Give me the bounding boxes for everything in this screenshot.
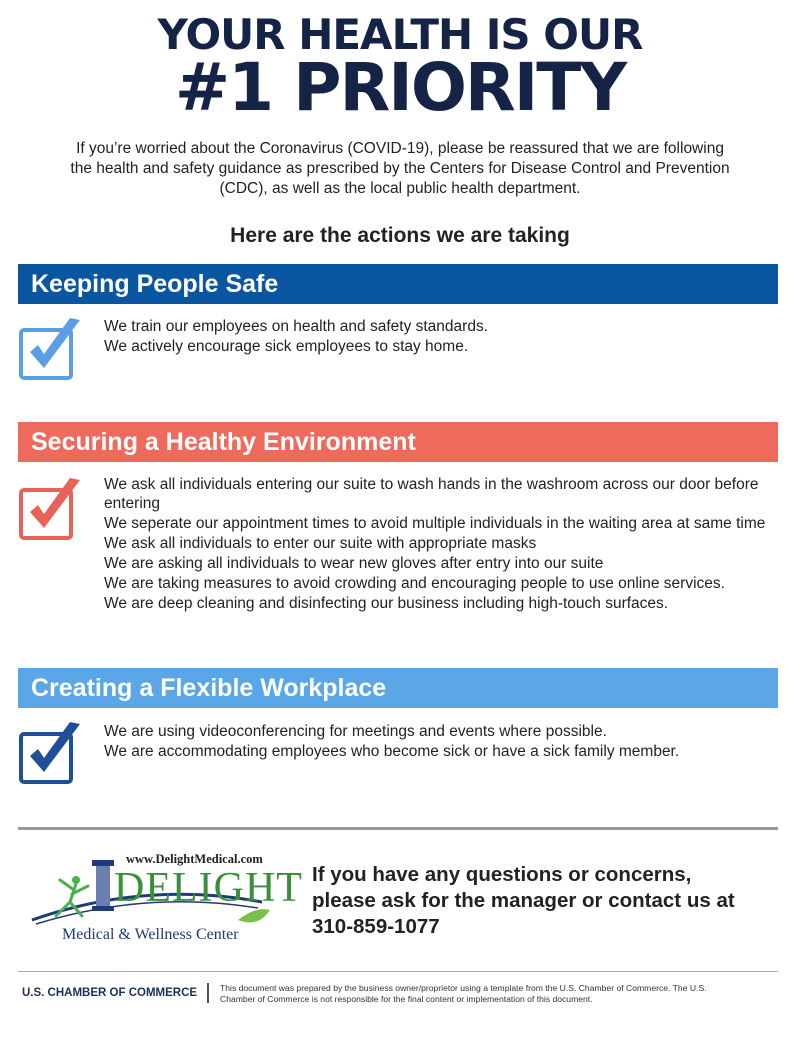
intro-line: (CDC), as well as the local public health department. [219, 180, 581, 197]
contact-line: If you have any questions or concerns, [312, 863, 692, 886]
section-header-securing-environment: Securing a Healthy Environment [18, 422, 778, 462]
intro-paragraph [40, 139, 760, 199]
disclaimer-line: This document was prepared by the business owner/proprietor using a template from the U.S. Chamber of Commerce. The U.S. [220, 983, 707, 993]
checkbox-checked-icon [18, 474, 86, 542]
list-item: We actively encourage sick employees to stay home. [104, 338, 469, 355]
checkbox-checked-icon [18, 314, 86, 382]
contact-message [312, 862, 782, 940]
section-list-securing-environment [104, 475, 774, 614]
disclaimer-line: Chamber of Commerce is not responsible for the final content or implementation of this document. [220, 994, 593, 1004]
contact-phone: 310-859-1077 [312, 915, 440, 938]
footer-separator [207, 983, 209, 1003]
intro-line: the health and safety guidance as prescribed by the Centers for Disease Control and Prevention [70, 160, 730, 177]
intro-line: If you’re worried about the Coronavirus (COVID-19), please be reassured that we are following [76, 140, 724, 157]
footer-divider [18, 971, 778, 972]
chamber-of-commerce-label: U.S. CHAMBER OF COMMERCE [22, 987, 198, 999]
list-item: We ask all individuals entering our suite to wash hands in the washroom across our door before entering [104, 476, 759, 512]
list-item: We are using videoconferencing for meetings and events where possible. [104, 723, 607, 740]
footer-disclaimer [220, 983, 780, 1005]
section-list-flexible-workplace [104, 722, 774, 762]
logo-subtitle: Medical & Wellness Center [62, 926, 239, 943]
section-header-flexible-workplace: Creating a Flexible Workplace [18, 668, 778, 708]
list-item: We ask all individuals to enter our suite with appropriate masks [104, 535, 537, 552]
list-item: We are deep cleaning and disinfecting our business including high-touch surfaces. [104, 595, 669, 612]
headline-line-2: #1 PRIORITY [174, 49, 626, 126]
checkbox-checked-icon [18, 718, 86, 786]
section-header-keeping-people-safe: Keeping People Safe [18, 264, 778, 304]
headline-line-1: YOUR HEALTH IS OUR [157, 10, 643, 59]
divider [18, 827, 778, 830]
list-item: We are asking all individuals to wear new gloves after entry into our suite [104, 555, 604, 572]
logo-brand: DELIGHT [114, 865, 303, 911]
logo-url: www.DelightMedical.com [126, 852, 263, 866]
actions-title: Here are the actions we are taking [230, 224, 570, 247]
list-item: We train our employees on health and safety standards. [104, 318, 488, 335]
section-list-keeping-people-safe [104, 317, 774, 357]
list-item: We are taking measures to avoid crowding and encouraging people to use online services. [104, 575, 725, 592]
list-item: We seperate our appointment times to avoid multiple individuals in the waiting area at same time [104, 515, 766, 532]
delight-medical-logo [26, 850, 303, 950]
contact-line: please ask for the manager or contact us at [312, 889, 735, 912]
list-item: We are accommodating employees who become sick or have a sick family member. [104, 743, 680, 760]
